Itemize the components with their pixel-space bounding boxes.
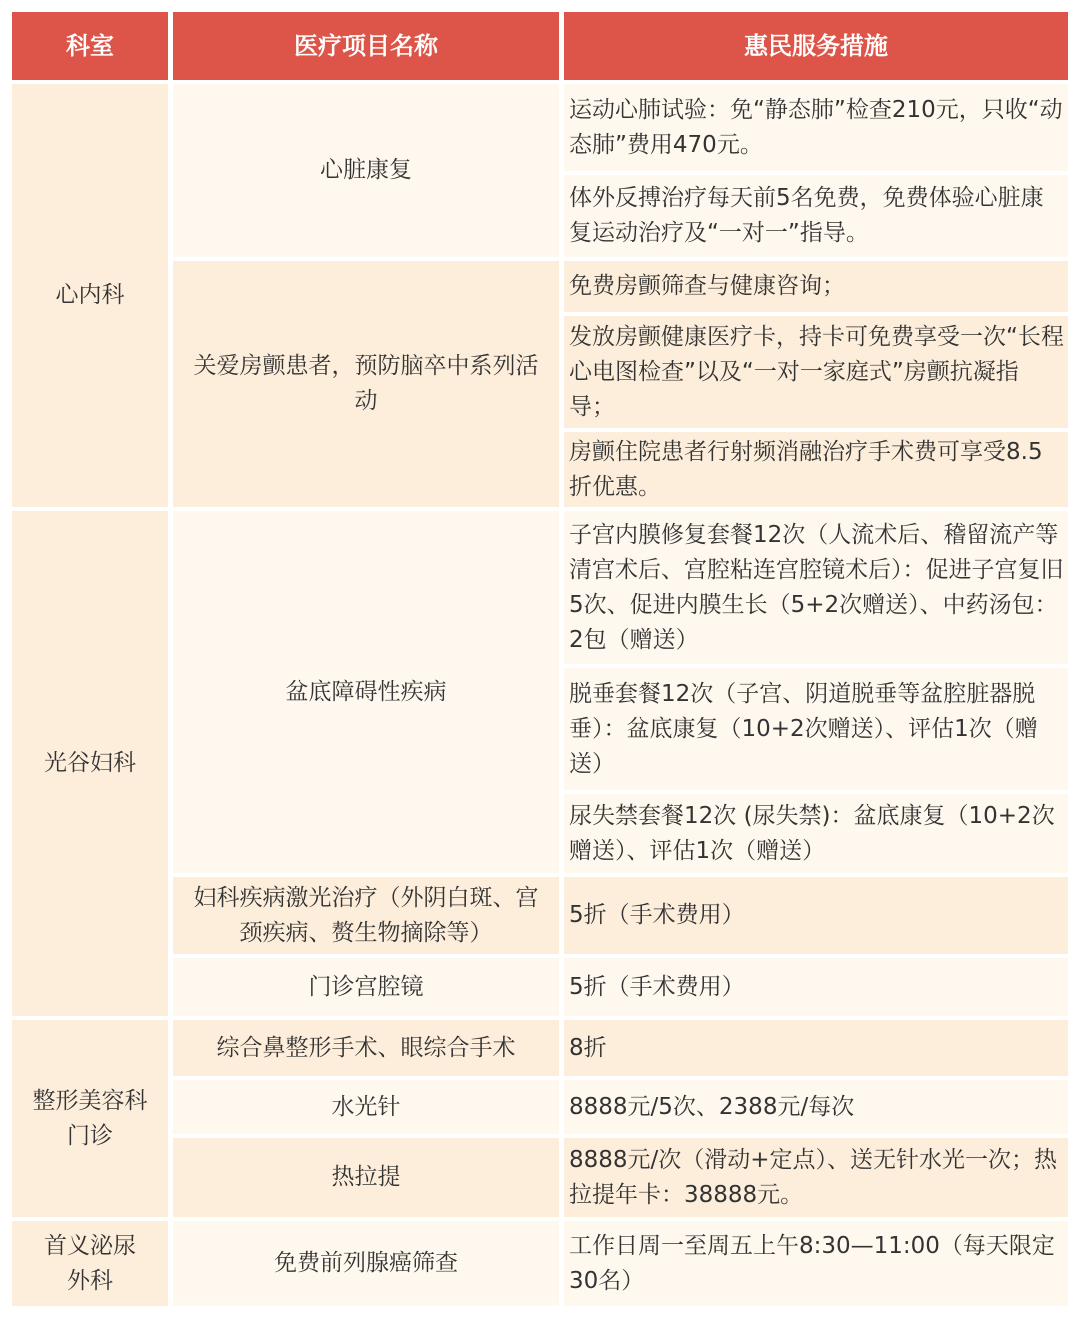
header-item: 医疗项目名称 <box>173 12 559 80</box>
measure-af-care-3: 房颤住院患者行射频消融治疗手术费可享受8.5折优惠。 <box>564 432 1068 507</box>
item-rhinoplasty: 综合鼻整形手术、眼综合手术 <box>173 1020 559 1076</box>
measure-rhinoplasty: 8折 <box>564 1020 1068 1076</box>
dept-urology: 首义泌尿外科 <box>12 1221 168 1306</box>
measure-prostate-screening: 工作日周一至周五上午8:30—11:00（每天限定30名） <box>564 1221 1068 1306</box>
item-pelvic-floor: 盆底障碍性疾病 <box>173 511 559 873</box>
measure-cardiac-rehab-1: 运动心肺试验：免“静态肺”检查210元，只收“动态肺”费用470元。 <box>564 84 1068 171</box>
dept-plastic-surgery: 整形美容科门诊 <box>12 1020 168 1217</box>
item-hydro-needle: 水光针 <box>173 1080 559 1134</box>
item-gyn-laser: 妇科疾病激光治疗（外阴白斑、宫颈疾病、赘生物摘除等） <box>173 877 559 954</box>
item-prostate-screening: 免费前列腺癌筛查 <box>173 1221 559 1306</box>
item-cardiac-rehab: 心脏康复 <box>173 84 559 257</box>
measure-af-care-1: 免费房颤筛查与健康咨询； <box>564 261 1068 312</box>
item-af-care: 关爱房颤患者，预防脑卒中系列活动 <box>173 261 559 507</box>
header-dept: 科室 <box>12 12 168 80</box>
item-thermage: 热拉提 <box>173 1138 559 1217</box>
measure-hydro-needle: 8888元/5次、2388元/每次 <box>564 1080 1068 1134</box>
measure-thermage: 8888元/次（滑动+定点）、送无针水光一次；热拉提年卡：38888元。 <box>564 1138 1068 1217</box>
measure-hysteroscopy: 5折（手术费用） <box>564 958 1068 1016</box>
measure-cardiac-rehab-2: 体外反搏治疗每天前5名免费，免费体验心脏康复运动治疗及“一对一”指导。 <box>564 175 1068 257</box>
measure-af-care-2: 发放房颤健康医疗卡，持卡可免费享受一次“长程心电图检查”以及“一对一家庭式”房颤抗凝指导； <box>564 316 1068 428</box>
dept-cardiology: 心内科 <box>12 84 168 507</box>
item-hysteroscopy: 门诊宫腔镜 <box>173 958 559 1016</box>
measure-pelvic-floor-3: 尿失禁套餐12次 (尿失禁)：盆底康复（10+2次赠送）、评估1次（赠送） <box>564 794 1068 873</box>
measure-pelvic-floor-2: 脱垂套餐12次（子宫、阴道脱垂等盆腔脏器脱垂）：盆底康复（10+2次赠送）、评估1次（赠送） <box>564 668 1068 790</box>
measure-pelvic-floor-1: 子宫内膜修复套餐12次（人流术后、稽留流产等清宫术后、宫腔粘连宫腔镜术后）：促进子宫复旧5次、促进内膜生长（5+2次赠送）、中药汤包：2包（赠送） <box>564 511 1068 664</box>
measure-gyn-laser: 5折（手术费用） <box>564 877 1068 954</box>
dept-gynecology: 光谷妇科 <box>12 511 168 1016</box>
header-measure: 惠民服务措施 <box>564 12 1068 80</box>
service-table <box>12 12 1068 1306</box>
